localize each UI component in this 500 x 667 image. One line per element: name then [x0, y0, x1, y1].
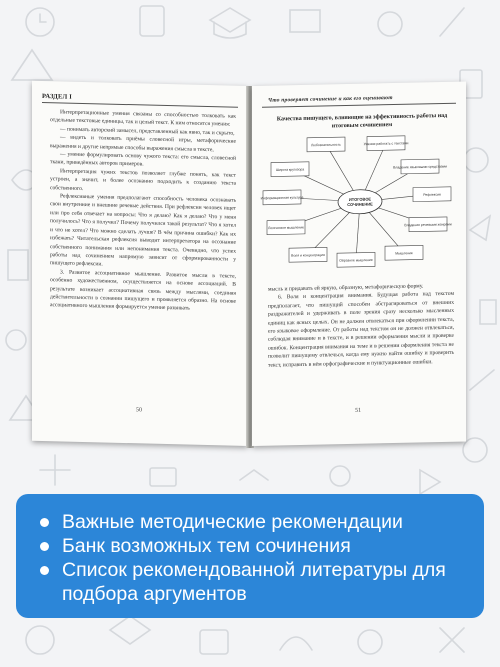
bullet-icon — [40, 566, 49, 575]
feature-item — [38, 558, 482, 606]
paragraph: Рефлексивные умения предполагают способность человека осознавать свои внутренние и внешние речевые действия. При рефлексии человек ищет или про себя отвечает на вопросы: Что я делаю? Как я делаю? Что у меня получилось? Что я получил? Почему получился такой результат? Что я хотел и что не хотел? Что можно сделать лучше? В чём причина ошибки? Как их избежать? Читательская рефлексия выводит интерпретатора на осознание собственного понимания или непонимания текста. Очевидно, что успех работы над сочинением напрямую зависит от сформированности у пишущего рефлексии. — [50, 193, 236, 268]
paragraph: — видеть и толковать приёмы словесной игры, метафорические выражения и другие непрямые способы выражения смысла в тексте, — [50, 134, 236, 153]
diagram-node — [413, 187, 451, 202]
diagram-center-label: ИТОГОВОЕ — [348, 196, 372, 202]
left-body-text — [50, 108, 236, 314]
diagram-node — [385, 245, 423, 260]
diagram-node — [289, 247, 327, 262]
diagram-node-label: Любознательность — [311, 142, 341, 148]
right-running-head: Что проверяет сочинение и как его оценивают — [268, 95, 393, 104]
feature-item — [38, 534, 482, 558]
diagram-center-node — [338, 189, 382, 214]
left-page — [32, 81, 248, 446]
diagram-node-label: Информационная культура — [260, 195, 304, 201]
paragraph: мысль и придавать ей яркую, образную, метафорическую форму. — [268, 283, 424, 293]
qualities-diagram — [260, 132, 452, 276]
diagram-node-label: Владение языковыми средствами — [393, 164, 447, 170]
paragraph: 3. Развитое ассоциативное мышление. Развитое мысли в тексте, особенно художественном, осуществляется на основе ассоциаций. В результате возникает ассоциативная связь между мыслями, соединяя действительности в сознании пишущего и проявляется образно. На основе ассоциативного мышления формируется умение развивать — [50, 269, 236, 312]
diagram-node — [364, 136, 409, 151]
diagram-node-label: Рефлексия — [423, 192, 441, 197]
page-number: 51 — [355, 407, 361, 414]
header-rule — [42, 102, 238, 108]
page-number: 50 — [136, 407, 142, 414]
diagram-node-label: Мышление — [395, 251, 413, 256]
diagram-node-label: Логическое мышление — [268, 225, 304, 231]
notebook-doodle-icon — [140, 6, 164, 36]
blackboard-doodle-icon — [290, 10, 320, 32]
feature-text: Банк возможных тем сочинения — [62, 535, 351, 557]
diagram-node-label: Умение работать с текстами — [363, 141, 409, 147]
paragraph: Интерпретация чужих текстов позволяет глубже понять, как текст устроен, а значит, и более осознанно подходить к созданию текста собственного. — [50, 168, 236, 192]
diagram-node — [271, 162, 309, 177]
diagram-node-label: Воля и концентрация — [291, 252, 325, 258]
diagram-node — [404, 217, 451, 232]
paragraph: Интерпретационные умения связаны со способностью толковать как отдельные текстовые единицы, так и целый текст. К ним относятся умения: — [50, 109, 236, 128]
left-running-head: РАЗДЕЛ I — [42, 92, 73, 101]
features-list — [38, 510, 482, 606]
diagram-center-label: СОЧИНЕНИЕ — [347, 201, 373, 208]
paragraph: 6. Воля и концентрация внимания. Будущая работа над текстом предполагает, что пишущий способен абстрагироваться от внешних раздражителей и удерживать в поле зрения сразу несколько мысленных единиц как ясных целых. Он не должен отвлекаться при оформлении текста, его языковое оформление. От работы над текстом он не должен отвлекаться, соблюдая внимание и в тексте, и в решении оформления мысли и проверке ошибок. Концентрация внимания на теме и в решении оформления текста не позволит пишущему отвлечься, когда ему нужно найти ошибку и проверить текст, исправить в нём орфографические и пунктуационные ошибки. — [268, 291, 454, 369]
bullet-icon — [40, 518, 49, 527]
header-rule — [262, 103, 456, 108]
right-page — [252, 82, 466, 446]
diagram-node — [393, 159, 447, 174]
feature-item — [38, 510, 482, 534]
diagram-node-label: Владение речевыми жанрами — [404, 222, 452, 228]
diagram-node — [261, 190, 304, 205]
diagram-node-label: Широта кругозора — [275, 167, 305, 172]
diagram-node — [337, 252, 375, 267]
diagram-node — [307, 137, 345, 152]
diagram-node-label: Образное мышление — [339, 257, 373, 263]
feature-text: Важные методические рекомендации — [62, 511, 403, 533]
diagram-svg — [260, 132, 452, 276]
features-banner — [16, 494, 484, 618]
paragraph: — понимать авторский замысел, представленный как явно, так и скрыто, — [60, 126, 235, 137]
diagram-node — [267, 220, 305, 235]
right-body-text — [268, 282, 454, 370]
diagram-title: Качества пишущего, влияющие на эффективность работы над итоговым сочинением — [276, 112, 448, 130]
open-book — [32, 86, 470, 464]
paragraph: — умение формулировать основу чужого текста: его смысла, словесной ткани, приведённых авторов примеров. — [50, 151, 236, 168]
bullet-icon — [40, 542, 49, 551]
feature-text: Список рекомендованной литературы для подбора аргументов — [62, 559, 446, 605]
